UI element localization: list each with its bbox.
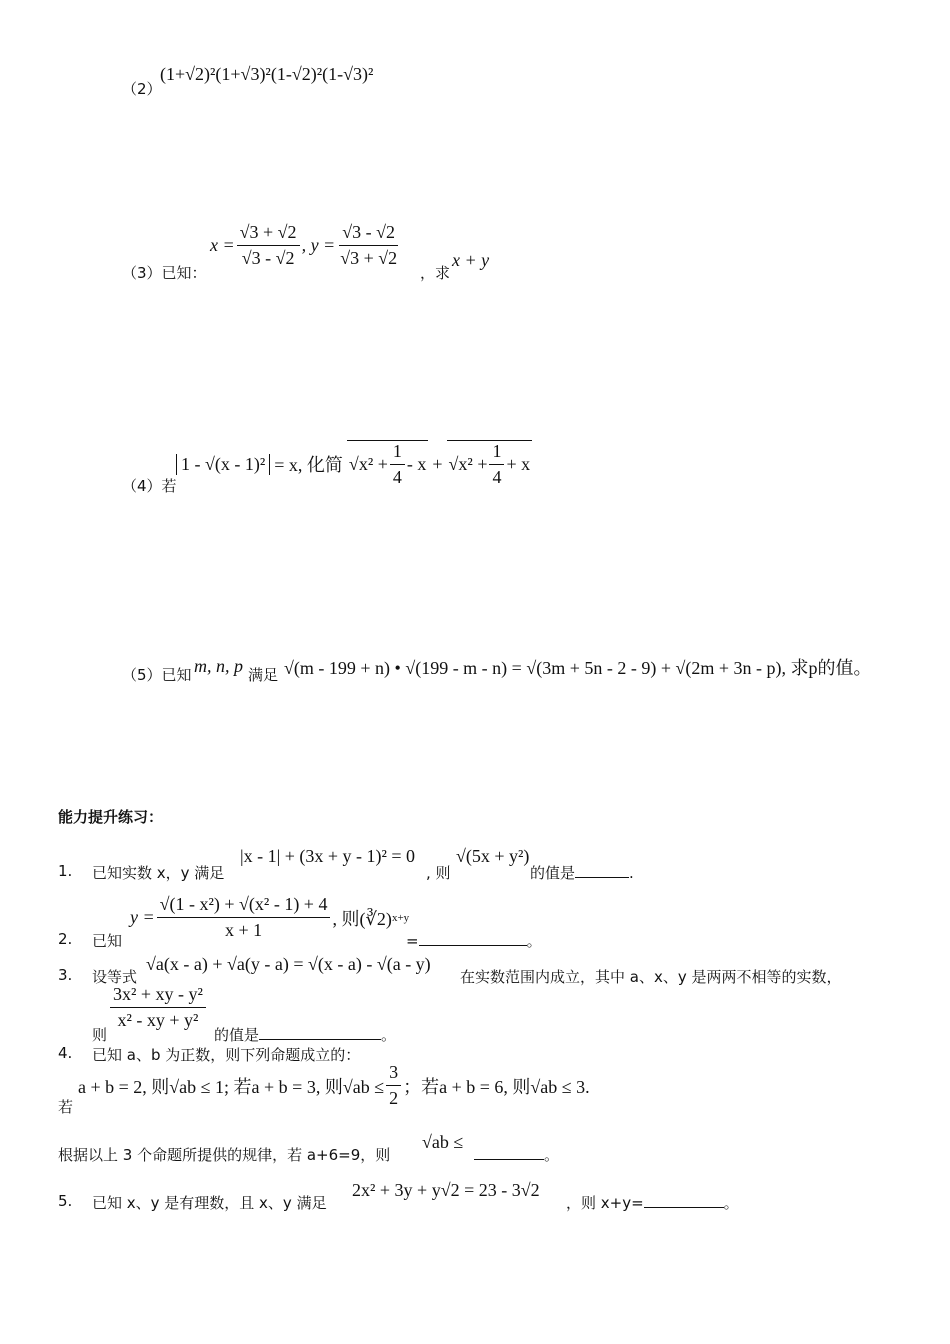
q1-prefix: 已知实数 x，y 满足 (92, 864, 225, 882)
q1-equation: |x - 1| + (3x + y - 1)² = 0 (240, 846, 416, 866)
q1-then: , 则 (426, 864, 451, 882)
item-2-expression: (1+√2)²(1+√3)²(1-√2)²(1-√3)² (160, 64, 374, 84)
item-3-number: （3）已知： (122, 264, 207, 282)
root2-a: x² + (458, 454, 488, 474)
root1-b: - x (406, 454, 427, 474)
item-4-formula: 1 - √(x - 1)² = x, 化简 √ x² + $\frac{1}{4}$ - x + √ x² + $\frac{1}{4}$ + x (176, 440, 532, 488)
q3-answer-blank[interactable] (259, 1025, 381, 1040)
q5-equation: 2x² + 3y + y√2 = 23 - 3√2 (352, 1180, 540, 1200)
q5-prefix: 已知 x、y 是有理数，且 x、y 满足 (92, 1194, 327, 1212)
q1-end: . (629, 864, 634, 882)
q1-radical: √(5x + y²) (456, 846, 530, 866)
frac2-num: 1 (489, 441, 504, 465)
q4-answer (474, 1144, 559, 1165)
item-5-expression: √(m - 199 + n) • √(199 - m - n) = √(3m + 5n - 2 - 9) + √(2m + 3n - p), 求p的值。 (284, 658, 872, 678)
q4-statement-2: ；若a + b = 6, 则√ab ≤ 3. (403, 1076, 590, 1097)
q2-formula (130, 894, 409, 941)
q2-end: 。 (526, 932, 542, 950)
q3-fraction (108, 984, 208, 1031)
q1-answer-blank[interactable] (575, 863, 629, 878)
q3-numerator: 3x² + xy - y² (110, 984, 206, 1008)
x-numerator: √3 + √2 (237, 222, 300, 246)
simplify-text: = x, 化简 (274, 455, 343, 475)
q4-answer-blank[interactable] (474, 1145, 544, 1160)
y-equals: , y = (301, 235, 336, 255)
q2-y-equals: y = (130, 907, 155, 927)
q5-post: ，则 x+y= (566, 1194, 644, 1212)
item-4-number: （4）若 (122, 477, 177, 495)
plus-sign: + (432, 453, 443, 474)
q4-radical: √ab ≤ (422, 1132, 464, 1152)
abs-expression: 1 - √(x - 1)² (176, 454, 270, 475)
q4-prefix: 已知 a、b 为正数，则下列命题成立的： (92, 1046, 361, 1064)
item-3-ask-label: ，求 (420, 264, 451, 282)
q3-end: 。 (381, 1026, 397, 1044)
y-numerator: √3 - √2 (339, 222, 398, 246)
q4-frac-den: 2 (389, 1088, 399, 1108)
q4-statement-1: a + b = 2, 则√ab ≤ 1; 若a + b = 3, 则√ab ≤ (78, 1076, 385, 1097)
item-2-number: （2） (122, 80, 162, 98)
q2-exponent: x+y (391, 911, 410, 924)
section-title: 能力提升练习： (58, 808, 164, 826)
q2-then: , 则(∛2) (332, 908, 392, 929)
q3-prefix: 设等式 (92, 968, 138, 986)
q2-equals: = (406, 932, 419, 950)
q2-answer-blank[interactable] (419, 931, 527, 946)
q3-equation: √a(x - a) + √a(y - a) = √(x - a) - √(a - y) (146, 954, 431, 974)
q2-number: 2. (58, 930, 73, 948)
root2-b: + x (506, 454, 531, 474)
q1-value-text: 的值是 (530, 864, 576, 882)
frac1-num: 1 (390, 441, 405, 465)
frac1-den: 4 (392, 467, 402, 487)
q1-post (530, 862, 634, 883)
item-5-cond: 满足 (248, 666, 279, 684)
q3-then: 则 (92, 1026, 108, 1044)
x-denominator: √3 - √2 (241, 248, 295, 268)
item-3-ask-expr: x + y (452, 250, 490, 270)
x-equals: x = (210, 235, 235, 255)
q4-number: 4. (58, 1044, 73, 1062)
q5-number: 5. (58, 1192, 73, 1210)
q3-number: 3. (58, 966, 73, 984)
q4-end: 。 (544, 1146, 560, 1164)
item-3-formula (210, 222, 402, 269)
q2-denominator: x + 1 (224, 920, 263, 940)
q2-prefix: 已知 (92, 932, 123, 950)
q3-answer (214, 1024, 396, 1045)
q2-numerator: √(1 - x²) + √(x² - 1) + 4 (157, 894, 331, 918)
item-5-number: （5）已知 (122, 666, 192, 684)
q2-answer (406, 930, 542, 951)
q4-frac-num: 3 (386, 1062, 401, 1086)
q5-answer (566, 1192, 739, 1213)
y-denominator: √3 + √2 (340, 248, 398, 268)
q4-rule: 根据以上 3 个命题所提供的规律，若 a+6=9，则 (58, 1146, 391, 1164)
q3-value-text: 的值是 (214, 1026, 260, 1044)
q3-post: 在实数范围内成立，其中 a、x、y 是两两不相等的实数， (460, 968, 842, 986)
q3-denominator: x² - xy + y² (117, 1010, 199, 1030)
q5-end: 。 (723, 1194, 739, 1212)
q5-answer-blank[interactable] (644, 1193, 724, 1208)
item-5-vars: m, n, p (194, 656, 243, 676)
root1-a: x² + (358, 454, 388, 474)
q1-number: 1. (58, 862, 73, 880)
frac2-den: 4 (492, 467, 502, 487)
q4-if: 若 (58, 1098, 74, 1116)
q4-statements (78, 1062, 590, 1109)
